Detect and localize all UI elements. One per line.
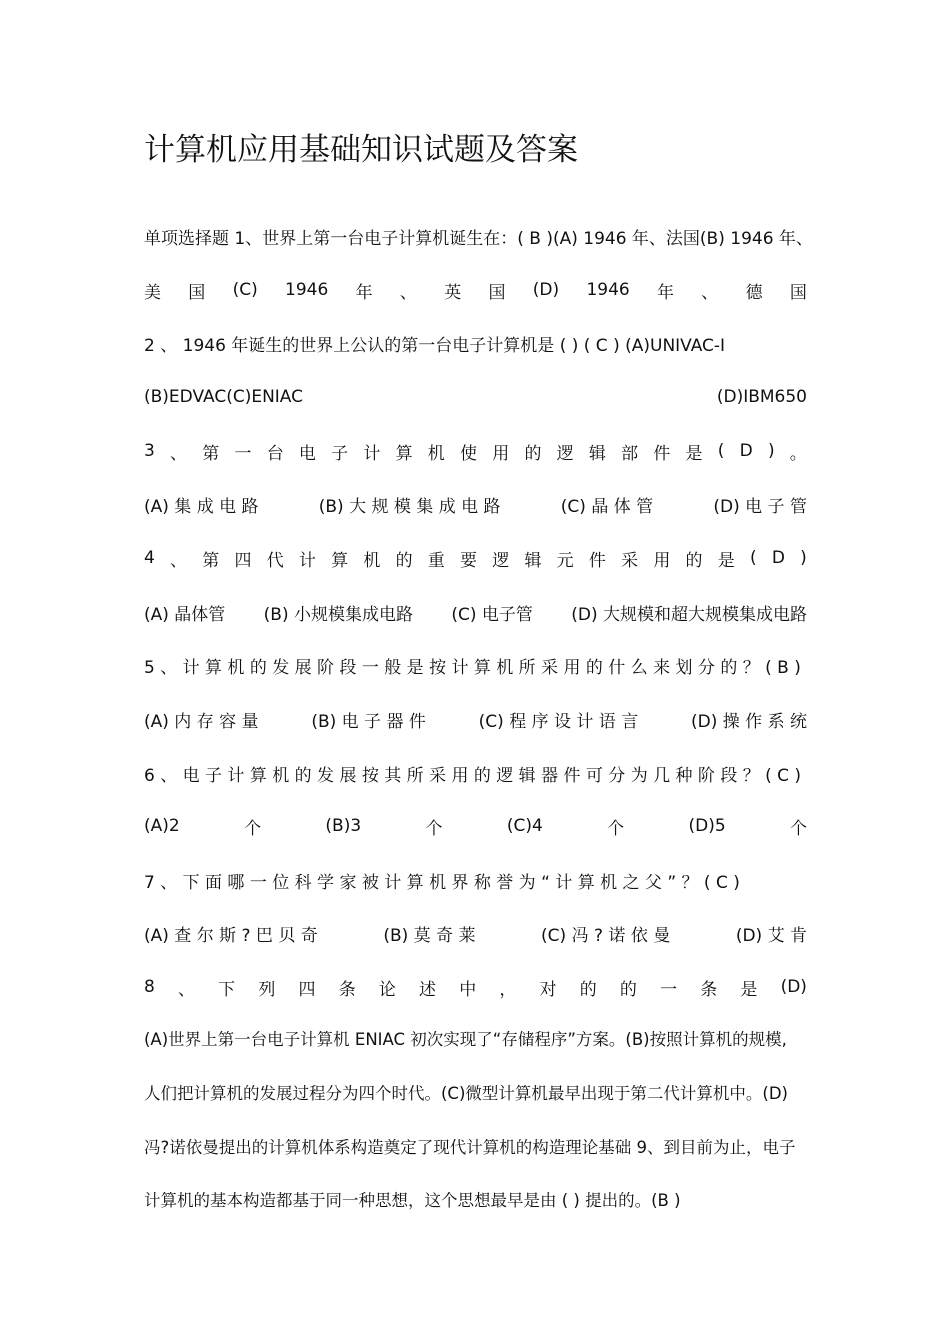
line-segment: 计 <box>363 443 381 464</box>
line-segment: (B) 小规模集成电路 <box>263 604 413 625</box>
question-line <box>144 758 807 788</box>
line-segment: 重 <box>427 550 445 571</box>
line-segment: (D) <box>780 977 807 997</box>
question-line <box>144 436 807 466</box>
line-segment: (C) 冯 ? 诺 依 曼 <box>541 925 671 946</box>
line-segment: 中 <box>459 979 477 1000</box>
question-line <box>144 650 807 680</box>
line-segment: (B)3 <box>325 816 362 836</box>
line-segment: 德 <box>745 282 763 303</box>
line-segment: 的 <box>579 979 597 1000</box>
line-segment: 国 <box>188 282 206 303</box>
line-segment: 。 <box>789 443 807 464</box>
line-segment: 7 、 下 面 哪 一 位 科 学 家 被 计 算 机 界 称 誉 为 “ 计 算 机 之 父 ” ？ ( C ) <box>144 872 740 893</box>
line-segment: 是 <box>685 443 703 464</box>
line-segment: 英 <box>444 282 462 303</box>
line-segment: 美 <box>144 282 161 303</box>
line-segment: 、 <box>399 282 417 303</box>
paragraph-line: 冯?诺依曼提出的计算机体系构造奠定了现代计算机的构造理论基础 9、到目前为止，电子 <box>144 1138 796 1157</box>
line-segment: 条 <box>338 979 356 1000</box>
line-segment: (A)2 <box>144 816 180 836</box>
line-segment: 机 <box>363 550 381 571</box>
line-segment: 是 <box>740 979 758 1000</box>
line-segment: ( <box>749 548 757 568</box>
line-segment: (C) <box>232 280 258 300</box>
line-segment: 、 <box>701 282 719 303</box>
line-segment: 的 <box>395 550 413 571</box>
line-segment: (D)5 <box>688 816 726 836</box>
line-segment: (A) 内 存 容 量 <box>144 711 259 732</box>
line-segment: 算 <box>395 443 413 464</box>
line-segment: 代 <box>266 550 284 571</box>
question-line <box>144 597 807 627</box>
line-segment: 辑 <box>588 443 606 464</box>
line-segment: 电 <box>298 443 316 464</box>
line-segment: (D) 艾 肯 <box>735 925 807 946</box>
line-segment: 部 <box>621 443 639 464</box>
line-segment: 2 、 1946 年诞生的世界上公认的第一台电子计算机是 ( ) ( C ) (A)UNIVAC-I <box>144 335 726 356</box>
line-segment: 年 <box>657 282 674 303</box>
line-segment: D <box>739 441 753 461</box>
line-segment: (D)IBM650 <box>716 387 807 407</box>
line-segment: 机 <box>427 443 445 464</box>
line-segment: 四 <box>234 550 252 571</box>
line-segment: 采 <box>621 550 639 571</box>
line-segment: 逻 <box>556 443 574 464</box>
question-line <box>144 221 813 251</box>
question-line <box>144 382 807 412</box>
line-segment: 一 <box>660 979 678 1000</box>
question-line <box>144 704 807 734</box>
line-segment: ) <box>767 441 775 461</box>
line-segment: ( <box>717 441 725 461</box>
question-line <box>144 972 807 1002</box>
line-segment: 对 <box>539 979 557 1000</box>
line-segment: 的 <box>685 550 703 571</box>
line-segment: 、 <box>170 550 188 571</box>
question-line <box>144 918 807 948</box>
line-segment: 1946 <box>285 280 329 300</box>
line-segment: 个 <box>425 818 443 839</box>
line-segment: 条 <box>700 979 718 1000</box>
line-segment: 国 <box>789 282 807 303</box>
line-segment: 3 <box>144 441 155 461</box>
line-segment: 第 <box>202 443 220 464</box>
line-segment: (D) 大规模和超大规模集成电路 <box>571 604 807 625</box>
line-segment: (D) 电 子 管 <box>713 496 807 517</box>
line-segment: D <box>771 548 785 568</box>
line-segment: (A) 查 尔 斯 ? 巴 贝 奇 <box>144 925 318 946</box>
line-segment: (C) 晶 体 管 <box>560 496 654 517</box>
line-segment: 使 <box>460 443 478 464</box>
line-segment: 用 <box>653 550 671 571</box>
line-segment: 述 <box>419 979 437 1000</box>
line-segment: (B) 莫 奇 莱 <box>383 925 476 946</box>
line-segment: 一 <box>234 443 252 464</box>
line-segment: 台 <box>266 443 284 464</box>
question-line <box>144 489 807 519</box>
line-segment: 个 <box>244 818 262 839</box>
line-segment: 第 <box>202 550 220 571</box>
line-segment: 的 <box>619 979 637 1000</box>
question-line <box>144 543 807 573</box>
line-segment: 4 <box>144 548 155 568</box>
question-line <box>144 275 807 305</box>
line-segment: 8 <box>144 977 155 997</box>
question-line <box>144 328 807 358</box>
line-segment: 列 <box>258 979 276 1000</box>
line-segment: 逻 <box>492 550 510 571</box>
line-segment: (A) 晶体管 <box>144 604 226 625</box>
line-segment: 个 <box>607 818 625 839</box>
line-segment: 要 <box>460 550 478 571</box>
line-segment: 件 <box>653 443 671 464</box>
question-line <box>144 811 807 841</box>
line-segment: 的 <box>524 443 542 464</box>
line-segment: (C)4 <box>506 816 543 836</box>
line-segment: (B) 1946 年、 <box>699 228 813 249</box>
line-segment: 是 <box>717 550 735 571</box>
line-segment: 辑 <box>524 550 542 571</box>
line-segment: (A) 集 成 电 路 <box>144 496 259 517</box>
line-segment: (B)EDVAC(C)ENIAC <box>144 387 304 407</box>
line-segment: (B) 电 子 器 件 <box>311 711 426 732</box>
line-segment: 元 <box>556 550 574 571</box>
line-segment: 四 <box>298 979 316 1000</box>
line-segment: 下 <box>218 979 236 1000</box>
line-segment: (C) 程 序 设 计 语 言 <box>478 711 639 732</box>
line-segment: (C) 电子管 <box>451 604 533 625</box>
line-segment: 用 <box>492 443 510 464</box>
line-segment: 5 、 计 算 机 的 发 展 阶 段 一 般 是 按 计 算 机 所 采 用 的 什 么 来 划 分 的 ？ ( B ) <box>144 657 801 678</box>
line-segment: 6 、 电 子 计 算 机 的 发 展 按 其 所 采 用 的 逻 辑 器 件 可 分 为 几 种 阶 段 ？ ( C ) <box>144 765 802 786</box>
document-title: 计算机应用基础知识试题及答案 <box>144 132 578 168</box>
line-segment: 、 <box>170 443 188 464</box>
line-segment: 计 <box>298 550 316 571</box>
line-segment: (D) <box>532 280 560 300</box>
paragraph-line: 人们把计算机的发展过程分为四个时代。(C)微型计算机最早出现于第二代计算机中。(D) <box>144 1084 788 1103</box>
line-segment: 、 <box>178 979 195 1000</box>
line-segment: 论 <box>378 979 396 1000</box>
paragraph-line: (A)世界上第一台电子计算机 ENIAC 初次实现了“存储程序”方案。(B)按照计算机的规模, <box>144 1030 787 1049</box>
line-segment: (D) 操 作 系 统 <box>691 711 807 732</box>
line-segment: 1946 <box>586 280 630 300</box>
line-segment: ， <box>499 979 517 1000</box>
line-segment: (B) 大 规 模 集 成 电 路 <box>318 496 501 517</box>
line-segment: 个 <box>790 818 807 839</box>
line-segment: ) <box>800 548 807 568</box>
line-segment: 子 <box>331 443 349 464</box>
question-line <box>144 865 807 895</box>
line-segment: 算 <box>331 550 349 571</box>
line-segment: 国 <box>488 282 506 303</box>
line-segment: 年 <box>355 282 373 303</box>
paragraph-line: 计算机的基本构造都基于同一种思想，这个思想最早是由 ( ) 提出的。(B ) <box>144 1191 681 1210</box>
line-segment: 件 <box>588 550 606 571</box>
line-segment: 单项选择题 1、世界上第一台电子计算机诞生在：( B )(A) 1946 年、法国 <box>144 228 700 249</box>
